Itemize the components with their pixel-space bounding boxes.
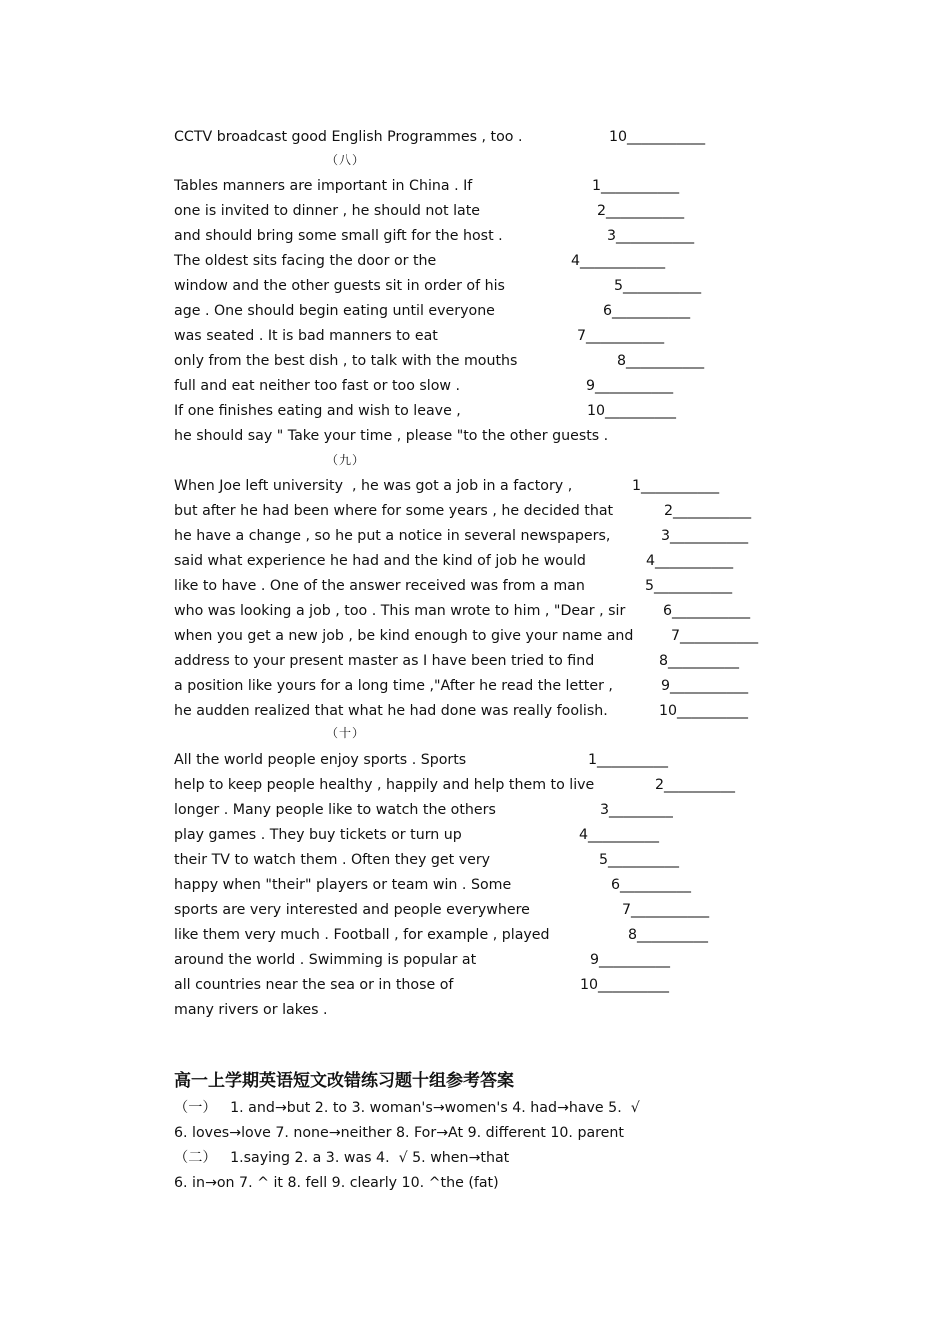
line-text: like them very much . Football , for example , played: [174, 927, 550, 943]
answer-blank: 5___________: [645, 578, 733, 594]
line-text: who was looking a job , too . This man wrote to him , "Dear , sir: [174, 603, 626, 619]
line-text: said what experience he had and the kind of job he would: [174, 553, 586, 569]
line-text: play games . They buy tickets or turn up: [174, 827, 462, 843]
line-text: age . One should begin eating until everyone: [174, 303, 495, 319]
line-text: one is invited to dinner , he should not late: [174, 203, 481, 219]
exercise-line: [174, 375, 794, 397]
answer-blank: 7___________: [622, 902, 710, 918]
answer-blank: 1___________: [632, 478, 720, 494]
answer-blank: 10__________: [580, 977, 669, 993]
line-text: a position like yours for a long time ,"After he read the letter ,: [174, 678, 613, 694]
exercise-line: [174, 774, 794, 796]
line-text: but after he had been where for some years , he decided that: [174, 503, 614, 519]
line-text: CCTV broadcast good English Programmes , too .: [174, 129, 523, 145]
answer-line: （二） 1.saying 2. a 3. was 4. √ 5. when→that: [174, 1150, 510, 1166]
exercise-line: [174, 949, 794, 971]
answer-blank: 9__________: [590, 952, 670, 968]
exercise-line: [174, 175, 794, 197]
exercise-line: [174, 200, 794, 222]
exercise-line: [174, 625, 794, 647]
exercise-line: [174, 824, 794, 846]
line-text: their TV to watch them . Often they get very: [174, 852, 491, 868]
line-text: When Joe left university , he was got a job in a factory ,: [174, 478, 573, 494]
exercise-line: [174, 700, 794, 722]
answer-blank: 5___________: [614, 278, 702, 294]
exercise-line: [174, 924, 794, 946]
answer-blank: 6___________: [603, 303, 691, 319]
line-text: all countries near the sea or in those of: [174, 977, 454, 993]
exercise-line: [174, 974, 794, 996]
line-text: he should say " Take your time , please "to the other guests .: [174, 428, 609, 444]
exercise-line: [174, 999, 794, 1021]
section-heading-9: （九）: [326, 453, 366, 467]
line-text: longer . Many people like to watch the others: [174, 802, 496, 818]
exercise-line: [174, 749, 794, 771]
exercise-line: [174, 675, 794, 697]
line-text: when you get a new job , be kind enough to give your name and: [174, 628, 634, 644]
exercise-line: [174, 126, 794, 148]
answer-blank: 3_________: [600, 802, 673, 818]
exercise-line: [174, 225, 794, 247]
answer-blank: 8___________: [617, 353, 705, 369]
answer-blank: 2___________: [597, 203, 685, 219]
exercise-line: [174, 575, 794, 597]
exercise-line: [174, 874, 794, 896]
answer-blank: 9___________: [586, 378, 674, 394]
exercise-line: [174, 899, 794, 921]
exercise-line: [174, 525, 794, 547]
exercise-line: [174, 550, 794, 572]
exercise-line: [174, 425, 794, 447]
answer-blank: 6__________: [611, 877, 691, 893]
line-text: sports are very interested and people everywhere: [174, 902, 530, 918]
answer-line: 6. loves→love 7. none→neither 8. For→At 9. different 10. parent: [174, 1125, 624, 1141]
line-text: address to your present master as I have been tried to find: [174, 653, 595, 669]
line-text: help to keep people healthy , happily and help them to live: [174, 777, 595, 793]
section-heading-10: （十）: [326, 726, 366, 740]
line-text: he audden realized that what he had done was really foolish.: [174, 703, 608, 719]
answer-blank: 4__________: [579, 827, 659, 843]
answer-blank: 6___________: [663, 603, 751, 619]
exercise-line: [174, 500, 794, 522]
answer-blank: 3___________: [661, 528, 749, 544]
line-text: full and eat neither too fast or too slow .: [174, 378, 461, 394]
answer-blank: 8__________: [659, 653, 739, 669]
answer-blank: 4___________: [646, 553, 734, 569]
answer-blank: 5__________: [599, 852, 679, 868]
answer-blank: 4____________: [571, 253, 666, 269]
exercise-line: [174, 300, 794, 322]
answer-blank: 7___________: [671, 628, 759, 644]
exercise-line: [174, 400, 794, 422]
line-text: Tables manners are important in China . If: [174, 178, 473, 194]
line-text: The oldest sits facing the door or the: [174, 253, 437, 269]
answer-blank: 1__________: [588, 752, 668, 768]
exercise-line: [174, 250, 794, 272]
answer-blank: 3___________: [607, 228, 695, 244]
exercise-line: [174, 849, 794, 871]
line-text: All the world people enjoy sports . Sports: [174, 752, 467, 768]
exercise-line: [174, 275, 794, 297]
exercise-line: [174, 325, 794, 347]
exercise-line: [174, 600, 794, 622]
answer-line: 6. in→on 7. ^ it 8. fell 9. clearly 10. ^the (fat): [174, 1175, 499, 1191]
answer-blank: 2___________: [664, 503, 752, 519]
answer-blank: 10__________: [587, 403, 676, 419]
line-text: was seated . It is bad manners to eat: [174, 328, 438, 344]
answer-key-title: 高一上学期英语短文改错练习题十组参考答案: [174, 1071, 514, 1091]
line-text: many rivers or lakes .: [174, 1002, 328, 1018]
exercise-line: [174, 799, 794, 821]
line-text: If one finishes eating and wish to leave ,: [174, 403, 461, 419]
section-heading-8: （八）: [326, 153, 366, 167]
answer-blank: 9___________: [661, 678, 749, 694]
line-text: only from the best dish , to talk with the mouths: [174, 353, 518, 369]
exercise-line: [174, 350, 794, 372]
line-text: and should bring some small gift for the host .: [174, 228, 503, 244]
line-text: like to have . One of the answer received was from a man: [174, 578, 585, 594]
answer-blank: 8__________: [628, 927, 708, 943]
exercise-line: [174, 475, 794, 497]
answer-blank: 1___________: [592, 178, 680, 194]
line-text: window and the other guests sit in order of his: [174, 278, 505, 294]
answer-blank: 10__________: [659, 703, 748, 719]
exercise-line: [174, 650, 794, 672]
line-text: around the world . Swimming is popular at: [174, 952, 477, 968]
answer-line: （一） 1. and→but 2. to 3. woman's→women's 4. had→have 5. √: [174, 1100, 640, 1116]
answer-blank: 10___________: [609, 129, 706, 145]
line-text: happy when "their" players or team win . Some: [174, 877, 512, 893]
answer-blank: 2__________: [655, 777, 735, 793]
line-text: he have a change , so he put a notice in several newspapers,: [174, 528, 611, 544]
answer-blank: 7___________: [577, 328, 665, 344]
